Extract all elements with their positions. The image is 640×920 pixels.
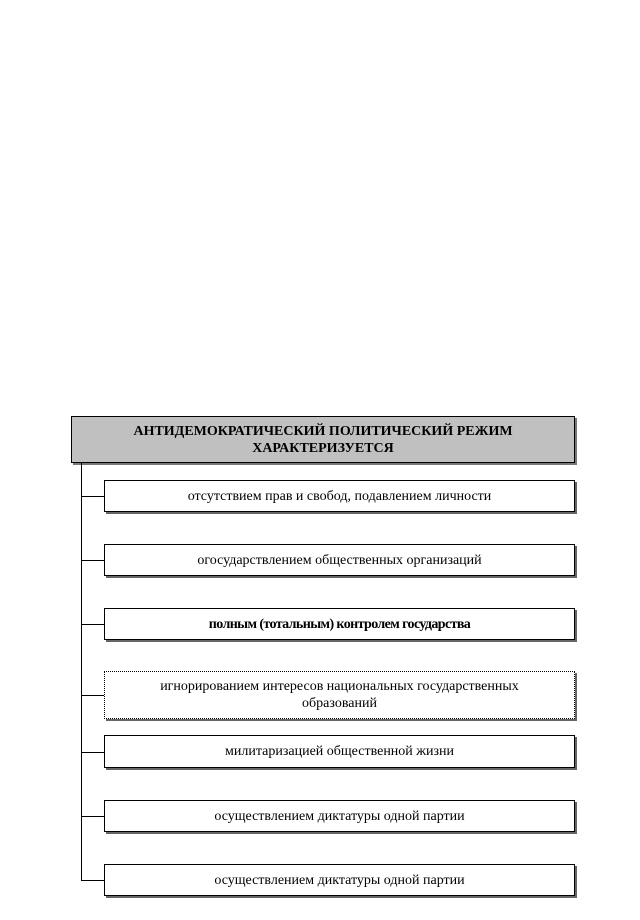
item-box-5 — [104, 735, 575, 768]
item-text-5: милитаризацией общественной жизни — [225, 744, 454, 759]
item-text-2: огосударствлением общественных организаций — [197, 552, 482, 568]
item-text-6: осуществлением диктатуры одной партии — [214, 808, 465, 824]
header-line-1: АНТИДЕМОКРАТИЧЕСКИЙ ПОЛИТИЧЕСКИЙ РЕЖИМ — [133, 423, 513, 439]
connector-branch-3 — [81, 624, 104, 625]
connector-branch-1 — [81, 496, 104, 497]
connector-branch-7 — [81, 880, 104, 881]
header-line-2: ХАРАКТЕРИЗУЕТСЯ — [252, 440, 394, 456]
item-text-1: отсутствием прав и свобод, подавлением личности — [187, 488, 492, 504]
item-box-2 — [104, 544, 575, 576]
item-box-1 — [104, 480, 575, 512]
item-text-7: осуществлением диктатуры одной партии — [214, 872, 465, 888]
item-box-7 — [104, 864, 575, 896]
item-text-3: полным (тотальным) контролем государства — [208, 616, 471, 632]
connector-branch-5 — [81, 752, 104, 753]
connector-branch-4 — [81, 695, 104, 696]
item-text-4: игнорированием интересов национальных государственных образований — [160, 679, 519, 711]
connector-branch-2 — [81, 560, 104, 561]
item-box-6 — [104, 800, 575, 832]
diagram-header — [71, 416, 575, 463]
item-box-4 — [104, 671, 575, 719]
connector-vertical-line — [81, 463, 82, 880]
item-box-3 — [104, 608, 575, 640]
connector-branch-6 — [81, 816, 104, 817]
